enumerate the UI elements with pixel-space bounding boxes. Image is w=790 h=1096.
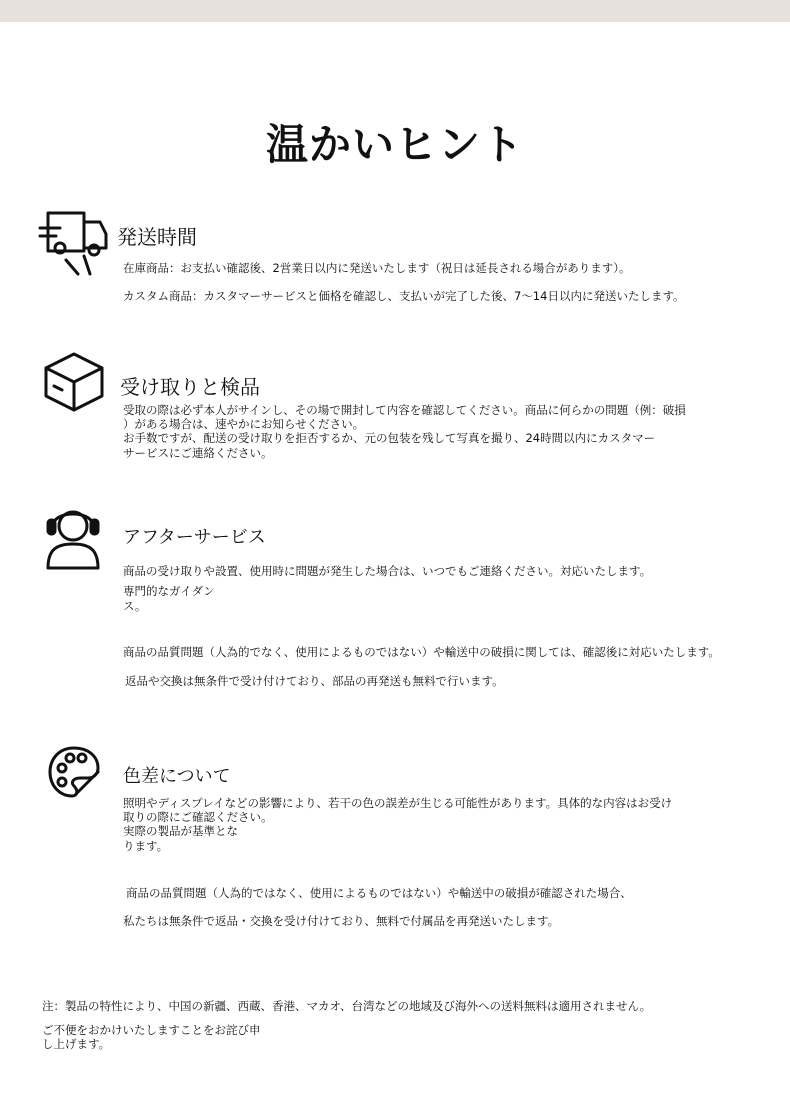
- package-box-icon: [40, 350, 106, 412]
- after-sales-line-5: 返品や交換は無条件で受け付けており、部品の再発送も無料で行います。: [125, 674, 504, 688]
- after-sales-line-4: 商品の品質問題（人為的でなく、使用によるものではない）や輸送中の破損に関しては、確認後に対応いたします。: [123, 645, 720, 659]
- color-line-1: 照明やディスプレイなどの影響により、若干の色の誤差が生じる可能性があります。具体的な内容はお受け: [123, 796, 673, 810]
- section-heading-receipt: 受け取りと検品: [120, 375, 260, 399]
- footer-apology-line-1: ご不便をおかけいたしますことをお詫び申: [42, 1023, 261, 1037]
- receipt-line-1: 受取の際は必ず本人がサインし、その場で開封して内容を確認してください。商品に何らかの問題（例：破損: [123, 403, 686, 417]
- receipt-line-3: お手数ですが、配送の受け取りを拒否するか、元の包装を残して写真を撮り、24時間以内にカスタマー: [123, 431, 656, 445]
- color-line-5: 商品の品質問題（人為的ではなく、使用によるものではない）や輸送中の破損が確認された場合、: [126, 886, 632, 900]
- after-sales-line-3: ス。: [123, 599, 147, 613]
- delivery-truck-icon: [38, 208, 110, 278]
- section-heading-shipping: 発送時間: [117, 225, 197, 249]
- color-line-2: 取りの際にご確認ください。: [123, 810, 273, 824]
- color-line-6: 私たちは無条件で返品・交換を受け付けており、無料で付属品を再発送いたします。: [123, 914, 560, 928]
- receipt-line-2: ）がある場合は、速やかにお知らせください。: [123, 417, 365, 431]
- footer-note: 注：製品の特性により、中国の新疆、西蔵、香港、マカオ、台湾などの地域及び海外への送料無料は適用されません。: [42, 999, 652, 1013]
- receipt-line-4: サービスにご連絡ください。: [123, 446, 273, 460]
- section-heading-after-sales: アフターサービス: [123, 527, 266, 548]
- after-sales-line-1: 商品の受け取りや設置、使用時に問題が発生した場合は、いつでもご連絡ください。対応いたします。: [123, 564, 652, 578]
- shipping-line-1: 在庫商品：お支払い確認後、2営業日以内に発送いたします（祝日は延長される場合があります）。: [123, 261, 631, 275]
- color-palette-icon: [46, 744, 102, 800]
- shipping-line-2: カスタム商品：カスタマーサービスと価格を確認し、支払いが完了した後、7〜14日以内に発送いたします。: [123, 289, 685, 303]
- after-sales-line-2: 専門的なガイダン: [123, 584, 215, 598]
- headset-support-icon: [42, 504, 104, 572]
- page-title: 温かいヒント: [265, 120, 524, 169]
- footer-apology-line-2: し上げます。: [42, 1037, 111, 1051]
- section-heading-color: 色差について: [123, 766, 231, 787]
- top-band: [0, 0, 790, 22]
- color-line-4: ります。: [123, 839, 169, 853]
- color-line-3: 実際の製品が基準とな: [123, 824, 238, 838]
